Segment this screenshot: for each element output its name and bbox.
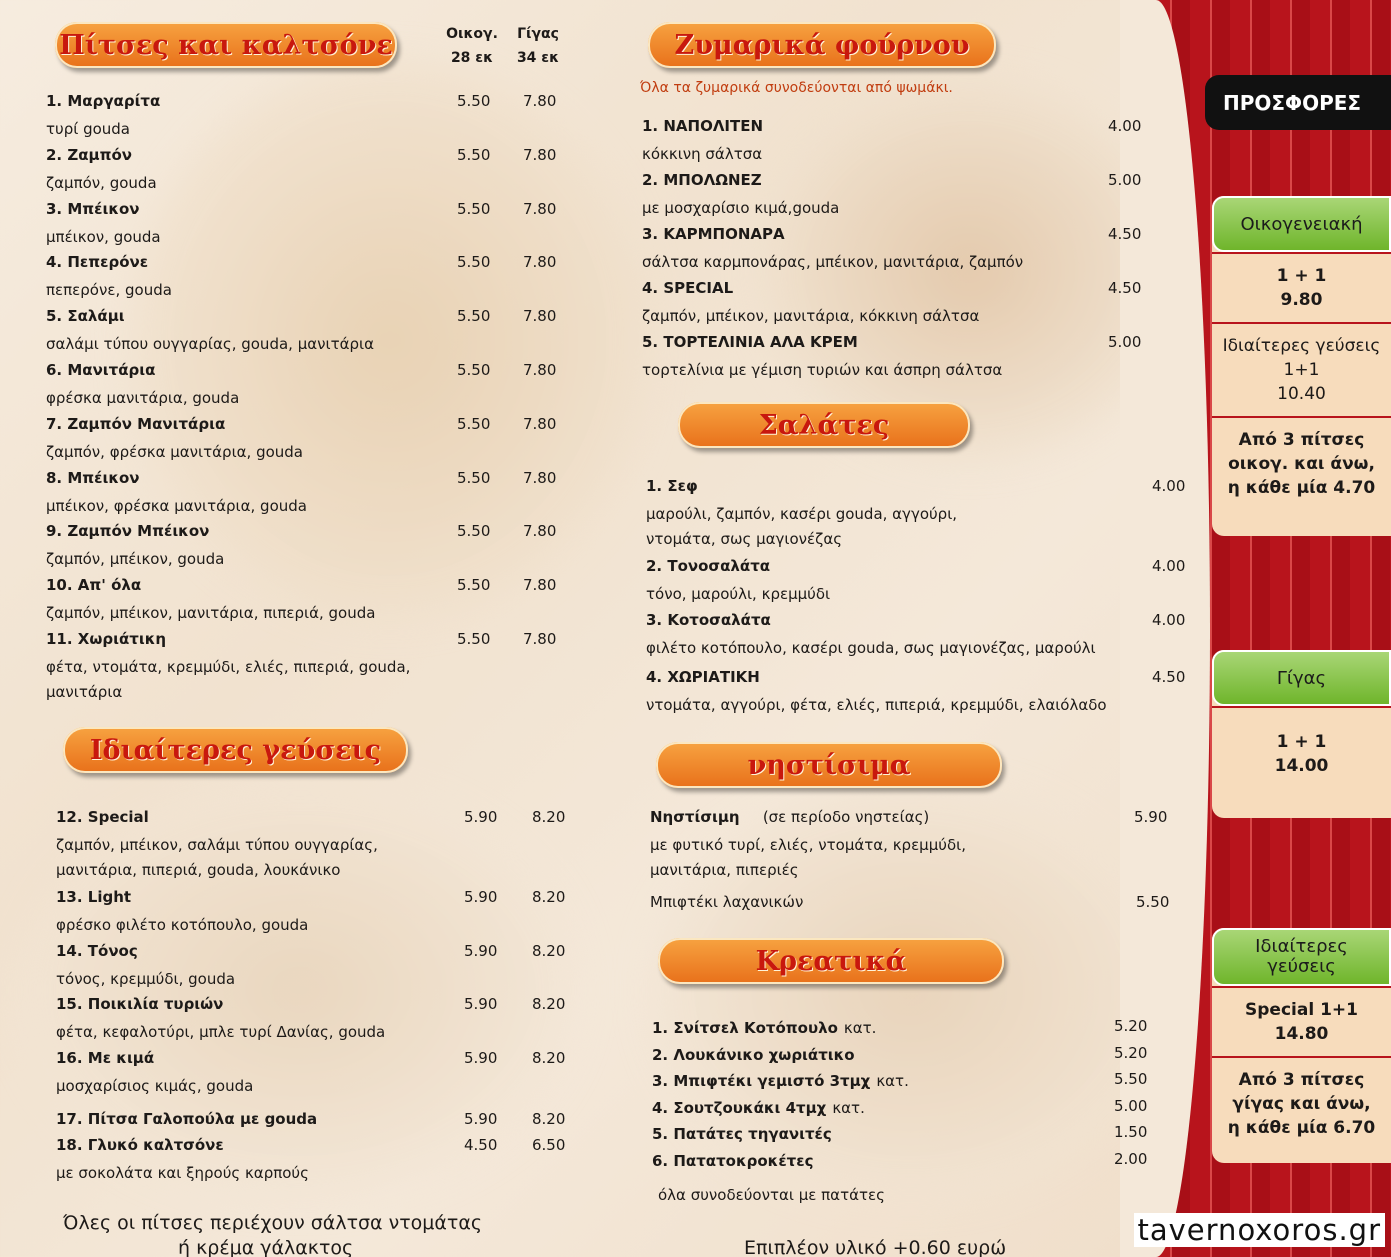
pasta-note: Όλα τα ζυμαρικά συνοδεύονται από ψωμάκι. [640, 80, 953, 96]
pizza-item-7-price-large: 7.80 [523, 414, 557, 433]
special-item-13-name: 13. Light [56, 888, 132, 906]
pasta-item-2-desc: με μοσχαρίσιο κιμά,gouda [642, 199, 840, 217]
special-item-14-name: 14. Τόνος [56, 942, 138, 960]
pizza-item-2-price: 5.50 [457, 145, 491, 164]
salad-item-4-name: 4. ΧΩΡΙΑΤΙΚΗ [646, 668, 760, 686]
special-item-14 [56, 942, 616, 992]
meat-item-3-price: 5.50 [1114, 1070, 1148, 1088]
salad-item-3 [646, 611, 1186, 661]
meat-item-3 [652, 1072, 909, 1090]
special-item-15-name: 15. Ποικιλία τυριών [56, 995, 224, 1013]
offer-family-title: Οικογενειακή [1212, 196, 1391, 252]
pizza-item-10-price-large: 7.80 [523, 576, 557, 595]
pasta-item-5-desc: τορτελίνια με γέμιση τυριών και άσπρη σάλτσα [642, 361, 1003, 379]
pizza-item-5-name: 5. Σαλάμι [46, 307, 125, 326]
special-item-13-price: 5.90 [464, 888, 498, 906]
meat-item-5-name: 5. Πατάτες τηγανιτές [652, 1125, 832, 1143]
special-item-15-desc: φέτα, κεφαλοτύρι, μπλε τυρί Δανίας, gouda [56, 1023, 386, 1041]
pizza-item-2-desc: ζαμπόν, gouda [46, 173, 157, 192]
special-item-13 [56, 888, 616, 938]
salad-item-1-price: 4.00 [1152, 477, 1186, 495]
pasta-item-5 [642, 333, 1162, 383]
special-item-18-desc: με σοκολάτα και ξηρούς καρπούς [56, 1164, 309, 1182]
special-item-17-name: 17. Πίτσα Γαλοπούλα με gouda [56, 1110, 318, 1128]
lent-item-1-note: (σε περίοδο νηστείας) [762, 808, 930, 826]
offer-special-section-1 [1212, 986, 1391, 1056]
pizza-item-10-name: 10. Απ' όλα [46, 576, 142, 595]
special-item-16-price: 5.90 [464, 1049, 498, 1067]
pizza-item-3-desc: μπέικον, gouda [46, 227, 161, 246]
offer-special-s1a: Special 1+1 [1245, 1000, 1358, 1020]
footer-line-1: Όλες οι πίτσες περιέχουν σάλτσα ντομάτας [63, 1212, 483, 1234]
pizza-item-10-desc: ζαμπόν, μπέικον, μανιτάρια, πιπεριά, gouda [46, 604, 376, 623]
pizza-item-11-price: 5.50 [457, 630, 491, 648]
meat-item-1 [652, 1019, 876, 1037]
special-item-12-name: 12. Special [56, 808, 149, 826]
pizza-item-1 [46, 92, 606, 142]
pizza-item-2-name: 2. Ζαμπόν [46, 145, 132, 164]
pizza-item-6-desc: φρέσκα μανιτάρια, gouda [46, 389, 240, 407]
pizza-item-5 [46, 307, 606, 357]
offer-card-family [1212, 196, 1391, 536]
pasta-item-4-name: 4. SPECIAL [642, 279, 734, 297]
pizza-item-11-desc: φέτα, ντομάτα, κρεμμύδι, ελιές, πιπεριά, gouda, μανιτάρια [46, 658, 411, 701]
meat-item-5 [652, 1125, 832, 1143]
special-item-16-name: 16. Με κιμά [56, 1049, 155, 1067]
offer-family-s3b: οικογ. και άνω, [1228, 454, 1375, 474]
salad-item-1-desc: μαρούλι, ζαμπόν, κασέρι gouda, αγγούρι, ντομάτα, σως μαγιονέζας [646, 505, 958, 548]
special-item-15 [56, 995, 616, 1045]
meat-item-6 [652, 1152, 814, 1170]
lent-item-2-name: Μπιφτέκι λαχανικών [650, 893, 804, 911]
meat-item-1-unit: κατ. [843, 1019, 877, 1037]
special-item-17 [56, 1110, 616, 1135]
special-item-13-desc: φρέσκο φιλέτο κοτόπουλο, gouda [56, 916, 309, 934]
pasta-item-3-price: 4.50 [1108, 225, 1142, 243]
pizza-item-10-price: 5.50 [457, 576, 491, 595]
meat-note: όλα συνοδεύονται με πατάτες [658, 1186, 885, 1204]
salad-item-3-desc: φιλέτο κοτόπουλο, κασέρι gouda, σως μαγιονέζας, μαρούλι [646, 639, 1096, 657]
offer-family-section-2 [1212, 322, 1391, 416]
pasta-item-1-price: 4.00 [1108, 117, 1142, 135]
meat-item-2-name: 2. Λουκάνικο χωριάτικο [652, 1045, 855, 1064]
pasta-item-4-desc: ζαμπόν, μπέικον, μανιτάρια, κόκκινη σάλτσα [642, 307, 980, 325]
pizza-item-3-price-large: 7.80 [523, 199, 557, 218]
special-item-14-desc: τόνος, κρεμμύδι, gouda [56, 970, 236, 988]
pizza-item-9-desc: ζαμπόν, μπέικον, gouda [46, 550, 225, 569]
offer-family-section-1 [1212, 252, 1391, 322]
pizza-item-11 [46, 630, 606, 705]
offer-special-title [1212, 928, 1391, 986]
special-item-12-price-large: 8.20 [532, 808, 566, 826]
pizza-item-4-desc: πεπερόνε, gouda [46, 281, 172, 300]
special-item-16-desc: μοσχαρίσιος κιμάς, gouda [56, 1077, 254, 1095]
offer-card-giant [1212, 650, 1391, 818]
lent-item-2 [650, 893, 1170, 911]
salad-item-4 [646, 668, 1186, 718]
pizza-item-9 [46, 522, 606, 572]
pizza-item-9-price: 5.50 [457, 522, 491, 541]
lent-banner: νηστίσιμα [656, 742, 1002, 788]
offer-family-s3c: η κάθε μία 4.70 [1227, 478, 1376, 498]
special-item-18-price: 4.50 [464, 1136, 498, 1154]
special-item-14-price-large: 8.20 [532, 942, 566, 960]
offer-family-s2a: Ιδιαίτερες γεύσεις [1222, 336, 1381, 356]
pizza-item-5-desc: σαλάμι τύπου ουγγαρίας, gouda, μανιτάρια [46, 335, 374, 354]
salad-item-3-price: 4.00 [1152, 611, 1186, 629]
special-item-17-price-large: 8.20 [532, 1110, 566, 1128]
offer-giant-s1a: 1 + 1 [1276, 732, 1327, 752]
special-item-12 [56, 808, 616, 883]
pizza-column [0, 0, 620, 1257]
pizza-item-8-name: 8. Μπέικον [46, 468, 140, 487]
meat-item-4-price: 5.00 [1114, 1096, 1148, 1115]
pizza-item-11-price-large: 7.80 [523, 630, 557, 648]
offer-special-s2a: Από 3 πίτσες [1238, 1070, 1365, 1090]
offer-family-s2b: 1+1 [1283, 360, 1320, 380]
lent-item-2-price: 5.50 [1136, 893, 1170, 911]
site-watermark: tavernoxoros.gr [1134, 1213, 1386, 1247]
offer-special-title-b: γεύσεις [1267, 956, 1336, 977]
pizza-item-3-name: 3. Μπέικον [46, 199, 140, 218]
meat-item-1-name: 1. Σνίτσελ Κοτόπουλο [652, 1019, 838, 1037]
salad-item-4-price: 4.50 [1152, 668, 1186, 686]
offer-special-section-2 [1212, 1056, 1391, 1150]
special-item-12-price: 5.90 [464, 808, 498, 826]
salads-banner: Σαλάτες [678, 402, 970, 448]
pizza-item-6-price-large: 7.80 [523, 361, 557, 379]
middle-column [620, 0, 1186, 1257]
salad-item-2-name: 2. Τονοσαλάτα [646, 557, 771, 575]
pizza-item-8-price-large: 7.80 [523, 468, 557, 487]
offer-giant-section-1 [1212, 706, 1391, 788]
pizza-item-2-price-large: 7.80 [523, 145, 557, 164]
offer-family-s2c: 10.40 [1277, 384, 1326, 404]
meat-item-3-unit: κατ. [876, 1072, 909, 1090]
meat-item-6-name: 6. Πατατοκροκέτες [652, 1151, 814, 1170]
offers-tab: ΠΡΟΣΦΟΡΕΣ [1205, 75, 1391, 130]
special-item-18-name: 18. Γλυκό καλτσόνε [56, 1136, 224, 1154]
offer-family-s1a: 1 + 1 [1276, 266, 1327, 286]
pasta-item-5-price: 5.00 [1108, 333, 1142, 351]
meat-item-6-price: 2.00 [1114, 1149, 1148, 1168]
extra-topping-note: Επιπλέον υλικό +0.60 ευρώ [744, 1237, 1007, 1257]
meat-item-2-price: 5.20 [1114, 1043, 1148, 1062]
offer-special-s2c: η κάθε μία 6.70 [1227, 1118, 1376, 1138]
special-item-18-price-large: 6.50 [532, 1136, 566, 1154]
salad-item-4-desc: ντομάτα, αγγούρι, φέτα, ελιές, πιπεριά, κρεμμύδι, ελαιόλαδο [646, 696, 1107, 714]
meat-item-4-unit: κατ. [832, 1098, 865, 1117]
offer-family-s1b: 9.80 [1280, 290, 1323, 310]
pizza-item-8 [46, 469, 606, 519]
special-item-15-price: 5.90 [464, 995, 498, 1013]
pasta-item-2-name: 2. ΜΠΟΛΩΝΕΖ [642, 171, 762, 189]
pizza-item-1-price-large: 7.80 [523, 92, 557, 110]
pizza-item-5-price: 5.50 [457, 307, 491, 326]
offer-giant-s1b: 14.00 [1274, 756, 1329, 776]
special-item-14-price: 5.90 [464, 942, 498, 960]
size2-header [508, 26, 568, 66]
special-item-13-price-large: 8.20 [532, 888, 566, 906]
salad-item-1 [646, 477, 1186, 552]
salad-item-2-desc: τόνο, μαρούλι, κρεμμύδι [646, 585, 831, 603]
pizza-item-6 [46, 361, 606, 411]
pizza-item-8-price: 5.50 [457, 468, 491, 487]
pizza-item-1-desc: τυρί gouda [46, 120, 130, 138]
meat-item-4 [652, 1099, 865, 1117]
pizza-item-4-price-large: 7.80 [523, 253, 557, 272]
pizza-item-5-price-large: 7.80 [523, 307, 557, 326]
lent-item-1 [650, 808, 1170, 883]
pizza-item-6-name: 6. Μανιτάρια [46, 361, 156, 379]
offer-special-s2b: γίγας και άνω, [1232, 1094, 1371, 1114]
footer-line-2: ή κρέμα γάλακτος [178, 1237, 354, 1257]
pizza-item-4 [46, 253, 606, 303]
pasta-item-1-desc: κόκκινη σάλτσα [642, 145, 763, 163]
size2-sub: 34 εκ [516, 50, 560, 66]
pizza-item-6-price: 5.50 [457, 361, 491, 379]
special-item-18 [56, 1136, 616, 1186]
pasta-item-2 [642, 171, 1162, 221]
pizza-item-7-desc: ζαμπόν, φρέσκα μανιτάρια, gouda [46, 442, 303, 461]
offer-family-s3a: Από 3 πίτσες [1238, 430, 1365, 450]
pasta-item-4 [642, 279, 1162, 329]
pasta-item-2-price: 5.00 [1108, 171, 1142, 189]
meat-item-5-price: 1.50 [1114, 1123, 1148, 1141]
meat-item-3-name: 3. Μπιφτέκι γεμιστό 3τμχ [652, 1072, 871, 1090]
offer-card-special [1212, 928, 1391, 1163]
pizza-item-1-price: 5.50 [457, 92, 491, 110]
lent-item-1-price: 5.90 [1134, 808, 1168, 826]
pizza-item-7-name: 7. Ζαμπόν Μανιτάρια [46, 414, 226, 433]
pizza-item-9-price-large: 7.80 [523, 522, 557, 541]
pizza-item-7-price: 5.50 [457, 414, 491, 433]
special-item-16 [56, 1049, 616, 1099]
special-item-12-desc: ζαμπόν, μπέικον, σαλάμι τύπου ουγγαρίας, μανιτάρια, πιπεριά, gouda, λουκάνικο [56, 836, 378, 879]
meat-item-1-price: 5.20 [1114, 1017, 1148, 1035]
pizza-item-4-name: 4. Πεπερόνε [46, 253, 149, 272]
pizza-item-2 [46, 146, 606, 196]
meat-banner: Κρεατικά [658, 938, 1004, 984]
offer-giant-title: Γίγας [1212, 650, 1391, 706]
pasta-item-1 [642, 117, 1162, 167]
size2-label: Γίγας [517, 26, 559, 42]
pizza-item-3-price: 5.50 [457, 199, 491, 218]
salad-item-3-name: 3. Κοτοσαλάτα [646, 611, 771, 629]
pizza-item-9-name: 9. Ζαμπόν Μπέικον [46, 522, 210, 541]
pasta-item-4-price: 4.50 [1108, 279, 1142, 297]
special-banner: Ιδιαίτερες γεύσεις [63, 727, 408, 773]
pizza-item-7 [46, 415, 606, 465]
special-item-17-price: 5.90 [464, 1110, 498, 1128]
size1-label: Οικογ. [446, 26, 498, 42]
pasta-item-5-name: 5. ΤΟΡΤΕΛΙΝΙΑ ΑΛΑ ΚΡΕΜ [642, 333, 858, 351]
pizza-item-11-name: 11. Χωριάτικη [46, 630, 167, 648]
size1-header [442, 26, 502, 66]
offer-special-title-a: Ιδιαίτερες [1255, 936, 1348, 957]
meat-item-2 [652, 1046, 855, 1064]
salad-item-2-price: 4.00 [1152, 557, 1186, 575]
meat-item-4-name: 4. Σουτζουκάκι 4τμχ [652, 1098, 827, 1117]
pasta-item-3-desc: σάλτσα καρμπονάρας, μπέικον, μανιτάρια, ζαμπόν [642, 253, 1024, 271]
salad-item-2 [646, 557, 1186, 607]
pasta-banner: Ζυμαρικά φούρνου [648, 22, 996, 68]
pizza-item-4-price: 5.50 [457, 253, 491, 272]
offer-special-s1b: 14.80 [1274, 1024, 1329, 1044]
salad-item-1-name: 1. Σεφ [646, 477, 698, 495]
pasta-item-1-name: 1. ΝΑΠΟΛΙΤΕΝ [642, 117, 764, 135]
pizza-item-3 [46, 200, 606, 250]
special-item-15-price-large: 8.20 [532, 995, 566, 1013]
lent-item-1-name: Νηστίσιμη [650, 808, 740, 826]
offer-family-section-3 [1212, 416, 1391, 510]
pizza-banner: Πίτσες και καλτσόνε [55, 22, 397, 68]
pizza-item-8-desc: μπέικον, φρέσκα μανιτάρια, gouda [46, 496, 307, 515]
lent-item-1-desc: με φυτικό τυρί, ελιές, ντομάτα, κρεμμύδι, μανιτάρια, πιπεριές [650, 836, 966, 879]
pasta-item-3-name: 3. ΚΑΡΜΠΟΝΑΡΑ [642, 225, 785, 243]
size1-sub: 28 εκ [450, 50, 494, 66]
pizza-item-1-name: 1. Μαργαρίτα [46, 92, 161, 110]
pizza-item-10 [46, 576, 606, 626]
pasta-item-3 [642, 225, 1162, 275]
special-item-16-price-large: 8.20 [532, 1049, 566, 1067]
